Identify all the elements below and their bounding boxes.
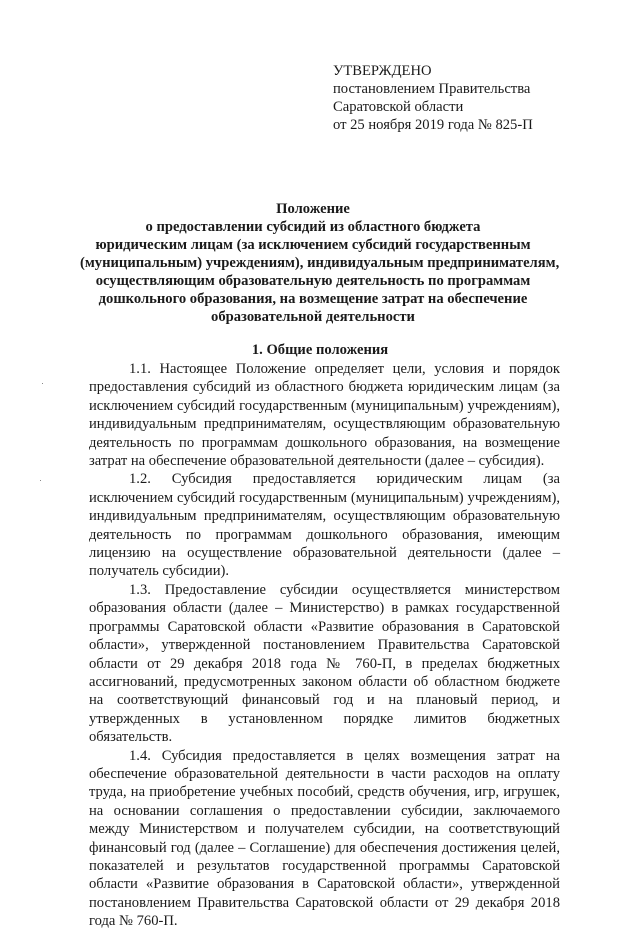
title-line: юридическим лицам (за исключением субсидий государственным: [95, 237, 531, 253]
approval-line: УТВЕРЖДЕНО: [333, 63, 432, 79]
scan-speck: [40, 480, 41, 481]
paragraph: 1.4. Субсидия предоставляется в целях возмещения затрат на обеспечение образовательной деятельности в части расходов на оплату труда, на приобретение учебных пособий, средств обучения, игр, игрушек, на основании соглашения о предоставлении субсидии, заключаемого между Министерством и получателем субсидии, на соответствующий финансовый год (далее – Соглашение) для обеспечения достижения целей, показателей и результатов государственной программы Саратовской области «Развитие образования в Саратовской области», утвержденной постановлением Правительства Саратовской области от 29 декабря 2018 года № 760-П.: [89, 747, 560, 930]
document-title: [80, 200, 560, 326]
title-line: Положение: [276, 201, 350, 217]
paragraph: 1.1. Настоящее Положение определяет цели, условия и порядок предоставления субсидий из областного бюджета юридическим лицам (за исключением субсидий государственным (муниципальным) учреждениям), индивидуальным предпринимателям, осуществляющим образовательную деятельность по программам дошкольного образования, на возмещение затрат на обеспечение образовательной деятельности (далее – субсидия).: [89, 361, 560, 470]
section-heading: 1. Общие положения: [251, 342, 389, 358]
paragraph: 1.2. Субсидия предоставляется юридическим лицам (за исключением субсидий государственным (муниципальным) учреждениям), индивидуальным предпринимателям, осуществляющим образовательную деятельность по программам дошкольного образования, имеющим лицензию на осуществление образовательной деятельности (далее – получатель субсидии).: [89, 471, 560, 580]
title-line: осуществляющим образовательную деятельность по программам: [95, 273, 531, 289]
title-line: о предоставлении субсидий из областного бюджета: [145, 219, 481, 235]
approval-stamp: [333, 62, 533, 134]
section-body: [89, 360, 560, 931]
paragraph: 1.3. Предоставление субсидии осуществляется министерством образования области (далее – Министерство) в рамках государственной программы Саратовской области «Развитие образования в Саратовской области», утвержденной постановлением Правительства Саратовской области от 29 декабря 2018 года № 760-П, в пределах бюджетных ассигнований, предусмотренных законом области об областном бюджете на соответствующий финансовый год и на плановый период, и утвержденных в установленном порядке лимитов бюджетных обязательств.: [89, 581, 560, 746]
approval-line: постановлением Правительства: [333, 81, 531, 97]
scan-speck: [42, 383, 43, 384]
approval-line: от 25 ноября 2019 года № 825-П: [333, 117, 533, 133]
title-line: (муниципальным) учреждениям), индивидуальным предпринимателям,: [80, 255, 560, 271]
title-line: образовательной деятельности: [211, 309, 415, 325]
approval-line: Саратовской области: [333, 99, 464, 115]
title-line: дошкольного образования, на возмещение затрат на обеспечение: [98, 291, 528, 307]
